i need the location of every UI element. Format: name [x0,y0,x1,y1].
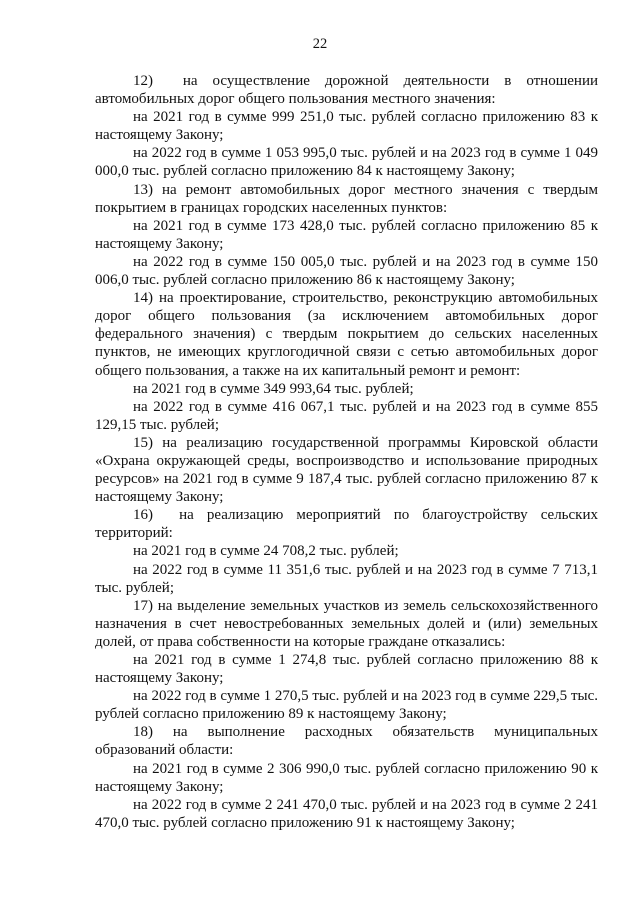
paragraph-16-2022-2023: на 2022 год в сумме 11 351,6 тыс. рублей и на 2023 год в сумме 7 713,1 тыс. рублей; [95,561,598,596]
paragraph-12-2022-2023: на 2022 год в сумме 1 053 995,0 тыс. рублей и на 2023 год в сумме 1 049 000,0 тыс. рублей согласно приложению 84 к настоящему Закону; [95,145,598,180]
paragraph-12-intro: 12) на осуществление дорожной деятельности в отношении автомобильных дорог общего пользования местного значения: [95,73,598,108]
paragraph-17-intro: 17) на выделение земельных участков из земель сельскохозяйственного назначения в счет невостребованных земельных долей и (или) земельных долей, от права собственности на которые граждане отказались: [95,597,598,650]
paragraph-16-2021: на 2021 год в сумме 24 708,2 тыс. рублей; [133,543,399,560]
paragraph-16-intro: 16) на реализацию мероприятий по благоустройству сельских территорий: [95,507,598,542]
paragraph-14-2021: на 2021 год в сумме 349 993,64 тыс. рублей; [133,380,414,397]
paragraph-15: 15) на реализацию государственной программы Кировской области «Охрана окружающей среды, воспроизводство и использование природных ресурсов» на 2021 год в сумме 9 187,4 тыс. рублей согласно приложению 87 к настоящему Закону; [95,434,598,506]
paragraph-13-2021: на 2021 год в сумме 173 428,0 тыс. рублей согласно приложению 85 к настоящему Закону; [95,217,598,252]
paragraph-14-intro: 14) на проектирование, строительство, реконструкцию автомобильных дорог общего пользования (за исключением автомобильных дорог федерального значения) с твердым покрытием до сельских населенных пунктов, не имеющих круглогодичной связи с сетью автомобильных дорог общего пользования, а также на их капитальный ремонт и ремонт: [95,290,598,379]
paragraph-18-2022-2023: на 2022 год в сумме 2 241 470,0 тыс. рублей и на 2023 год в сумме 2 241 470,0 тыс. рублей согласно приложению 91 к настоящему Закону; [95,796,598,831]
paragraph-14-2022-2023: на 2022 год в сумме 416 067,1 тыс. рублей и на 2023 год в сумме 855 129,15 тыс. рублей; [95,398,598,433]
paragraph-18-intro: 18) на выполнение расходных обязательств муниципальных образований области: [95,724,598,759]
page-number: 22 [312,36,328,52]
paragraph-13-intro: 13) на ремонт автомобильных дорог местного значения с твердым покрытием в границах городских населенных пунктов: [95,181,598,216]
paragraph-12-2021: на 2021 год в сумме 999 251,0 тыс. рублей согласно приложению 83 к настоящему Закону; [95,109,598,144]
paragraph-13-2022-2023: на 2022 год в сумме 150 005,0 тыс. рублей и на 2023 год в сумме 150 006,0 тыс. рублей согласно приложению 86 к настоящему Закону; [95,253,598,289]
paragraph-17-2021: на 2021 год в сумме 1 274,8 тыс. рублей согласно приложению 88 к настоящему Закону; [95,652,598,687]
document-body [95,72,598,832]
paragraph-17-2022-2023: на 2022 год в сумме 1 270,5 тыс. рублей и на 2023 год в сумме 229,5 тыс. рублей согласно приложению 89 к настоящему Закону; [95,688,598,723]
paragraph-18-2021: на 2021 год в сумме 2 306 990,0 тыс. рублей согласно приложению 90 к настоящему Закону; [95,760,598,795]
